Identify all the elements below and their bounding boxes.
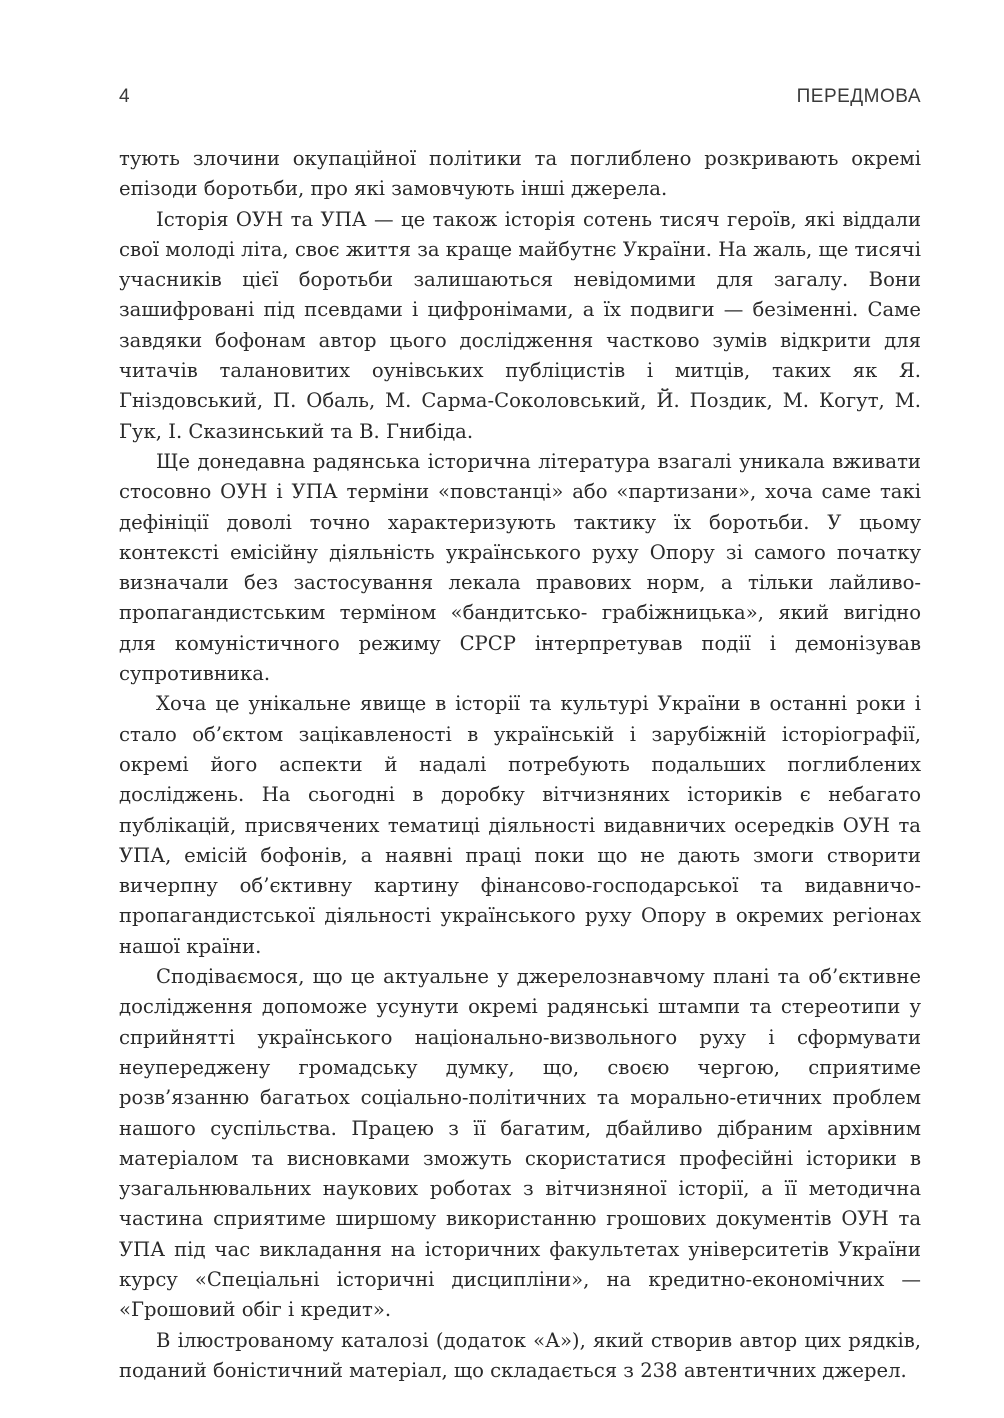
page-number: 4 xyxy=(119,86,130,107)
paragraph-historiography: Хоча це унікальне явище в історії та культурі України в останні роки і стало об’єктом зацікавленості в українській і зарубіжній історіографії, окремі його аспекти й надалі потребують подальших поглиблених досліджень. На сьогодні в доробку вітчизняних істориків є небагато публікацій, присвячених тематиці діяльності видавничих осередків ОУН та УПА, емісій бофонів, а наявні праці поки що не дають змоги створити вичерпну об’єктивну картину фінансово-господарської та видавничо-пропагандистської діяльності українського руху Опору в окремих регіонах нашої країни. xyxy=(119,692,921,958)
paragraph-research-value: Сподіваємося, що це актуальне у джерелознавчому плані та об’єктивне дослідження допоможе усунути окремі радянські штампи та стереотипи у сприйнятті українського національно-визвольного руху і сформувати неупереджену громадську думку, що, своєю чергою, сприятиме розв’язанню багатьох соціально-політичних та морально-етичних проблем нашого суспільства. Працею з її багатим, дбайливо дібраним архівним матеріалом та висновками зможуть скористатися професійні історики в узагальнювальних наукових роботах з вітчизняної історії, а її методична частина сприятиме ширшому використанню грошових документів ОУН та УПА під час викладання на історичних факультетах університетів України курсу «Спеціальні історичні дисципліни», на кредитно-економічних — «Грошовий обіг і кредит». xyxy=(119,965,921,1322)
paragraph-continuation: тують злочини окупаційної політики та поглиблено розкривають окремі епізоди боротьби, про які замовчують інші джерела. xyxy=(119,147,921,201)
section-title: ПЕРЕДМОВА xyxy=(796,86,921,107)
body-text xyxy=(119,144,921,1386)
paragraph-soviet-literature: Ще донедавна радянська історична література взагалі уникала вживати стосовно ОУН і УПА терміни «повстанці» або «партизани», хоча саме такі дефініції доволі точно характеризують тактику їх боротьби. У цьому контексті емісійну діяльність українського руху Опору зі самого початку визначали без застосування лекала правових норм, а тільки лайливо-пропагандистським терміном «бандитсько- грабіжницька», який вигідно для комуністичного режиму СРСР інтерпретував події і демонізував супротивника. xyxy=(119,449,921,686)
paragraph-heroes: Історія ОУН та УПА — це також історія сотень тисяч героїв, які віддали свої молоді літа, своє життя за краще майбутнє України. На жаль, ще тисячі учасників цієї боротьби залишаються невідомими для загалу. Вони зашифровані під псевдами і цифронімами, а їх подвиги — безіменні. Саме завдяки бофонам автор цього дослідження частково зумів відкрити для читачів талановитих оунівських публіцистів і митців, таких як Я. Гніздовський, П. Обаль, М. Сарма-Соколовський, Й. Поздик, М. Когут, М. Гук, І. Сказинський та В. Гнибіда. xyxy=(119,207,921,443)
running-head xyxy=(119,86,921,116)
paragraph-catalogue: В ілюстрованому каталозі (додаток «А»), який створив автор цих рядків, поданий боністичний матеріал, що складається з 238 автентичних джерел. xyxy=(119,1328,921,1382)
